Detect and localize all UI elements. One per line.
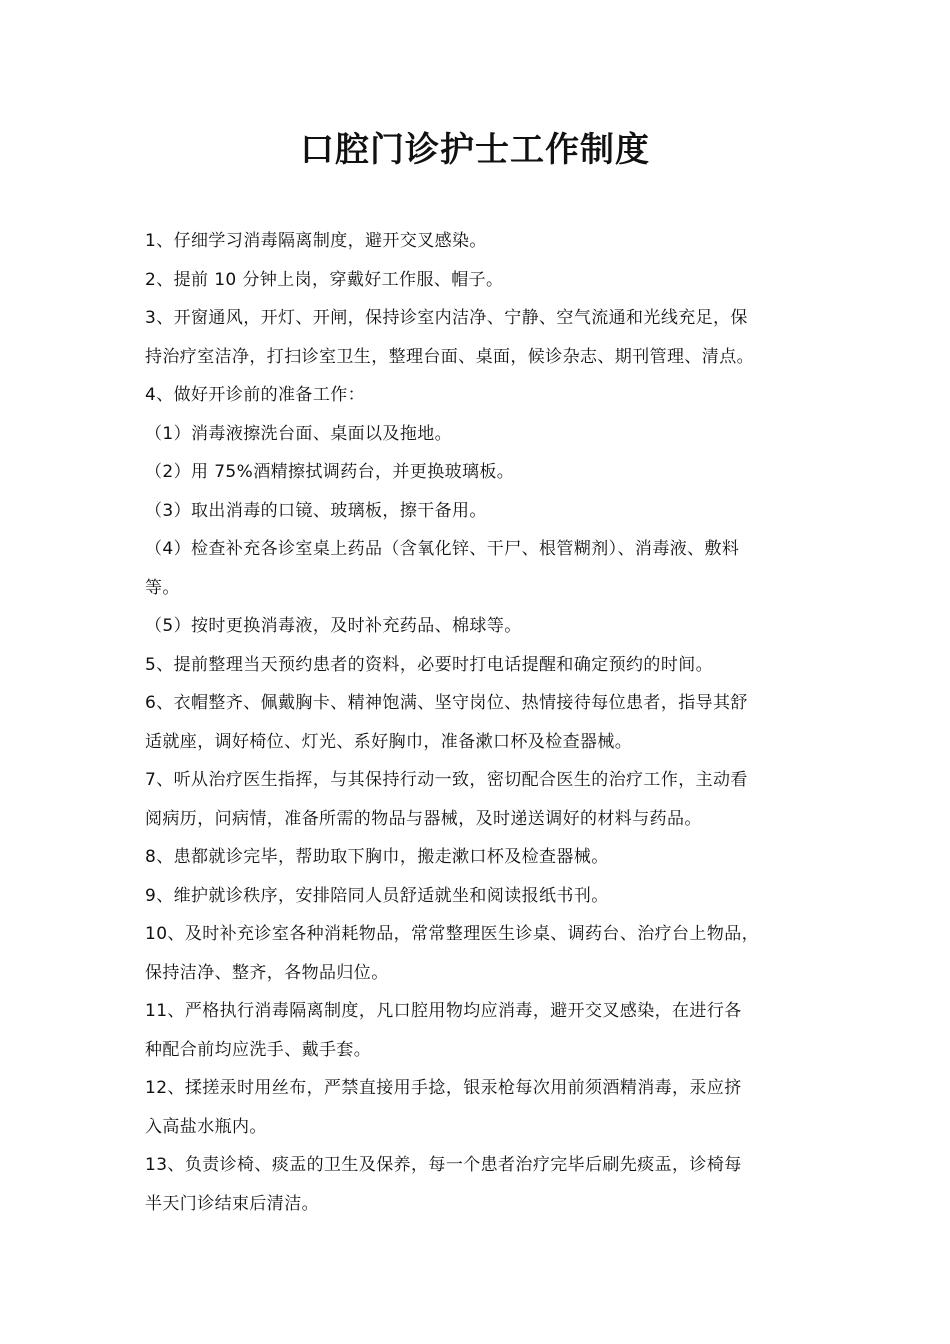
text-line: 13、负责诊椅、痰盂的卫生及保养，每一个患者治疗完毕后刷先痰盂，诊椅每	[145, 1155, 742, 1175]
text-line: 7、听从治疗医生指挥，与其保持行动一致，密切配合医生的治疗工作，主动看	[145, 770, 748, 790]
text-line: 10、及时补充诊室各种消耗物品，常常整理医生诊桌、调药台、治疗台上物品，	[145, 924, 760, 944]
text-line: 持治疗室洁净，打扫诊室卫生，整理台面、桌面，候诊杂志、期刊管理、清点。	[145, 346, 754, 367]
text-line: （2）用 75%酒精擦拭调药台，并更换玻璃板。	[145, 462, 515, 482]
text-line: 6、衣帽整齐、佩戴胸卡、精神饱满、坚守岗位、热情接待每位患者，指导其舒	[145, 693, 748, 713]
text-line: 8、患都就诊完毕，帮助取下胸巾，搬走漱口杯及检查器械。	[145, 847, 609, 867]
text-line: 3、开窗通风，开灯、开闸，保持诊室内洁净、宁静、空气流通和光线充足，保	[145, 308, 748, 328]
text-line: 5、提前整理当天预约患者的资料，必要时打电话提醒和确定预约的时间。	[145, 654, 714, 675]
text-line: 12、揉搓汞时用丝布，严禁直接用手捻，银汞枪每次用前须酒精消毒，汞应挤	[145, 1078, 742, 1098]
text-line: （5）按时更换消毒液，及时补充药品、棉球等。	[145, 616, 522, 636]
text-line: 等。	[145, 577, 180, 598]
document-body	[145, 222, 825, 1223]
text-line: 1、仔细学习消毒隔离制度，避开交叉感染。	[145, 231, 487, 251]
text-line: 种配合前均应洗手、戴手套。	[145, 1039, 372, 1060]
text-line: 4、做好开诊前的准备工作：	[145, 385, 366, 405]
text-line: （1）消毒液擦洗台面、桌面以及拖地。	[145, 423, 453, 444]
text-line: （4）检查补充各诊室桌上药品（含氧化锌、干尸、根管糊剂）、消毒液、敷料	[145, 539, 740, 559]
text-line: 阅病历，问病情，准备所需的物品与器械，及时递送调好的材料与药品。	[145, 808, 702, 829]
text-line: 半天门诊结束后清洁。	[145, 1193, 319, 1214]
document-title: 口腔门诊护士工作制度	[300, 130, 650, 170]
text-line: 2、提前 10 分钟上岗，穿戴好工作服、帽子。	[145, 269, 504, 290]
text-line: 11、严格执行消毒隔离制度，凡口腔用物均应消毒，避开交叉感染，在进行各	[145, 1001, 742, 1021]
text-line: （3）取出消毒的口镜、玻璃板，擦干备用。	[145, 500, 487, 521]
text-line: 适就座，调好椅位、灯光、系好胸巾，准备漱口杯及检查器械。	[145, 731, 633, 752]
text-line: 9、维护就诊秩序，安排陪同人员舒适就坐和阅读报纸书刊。	[145, 885, 609, 906]
text-line: 入高盐水瓶内。	[145, 1116, 267, 1137]
text-line: 保持洁净、整齐，各物品归位。	[145, 962, 389, 983]
